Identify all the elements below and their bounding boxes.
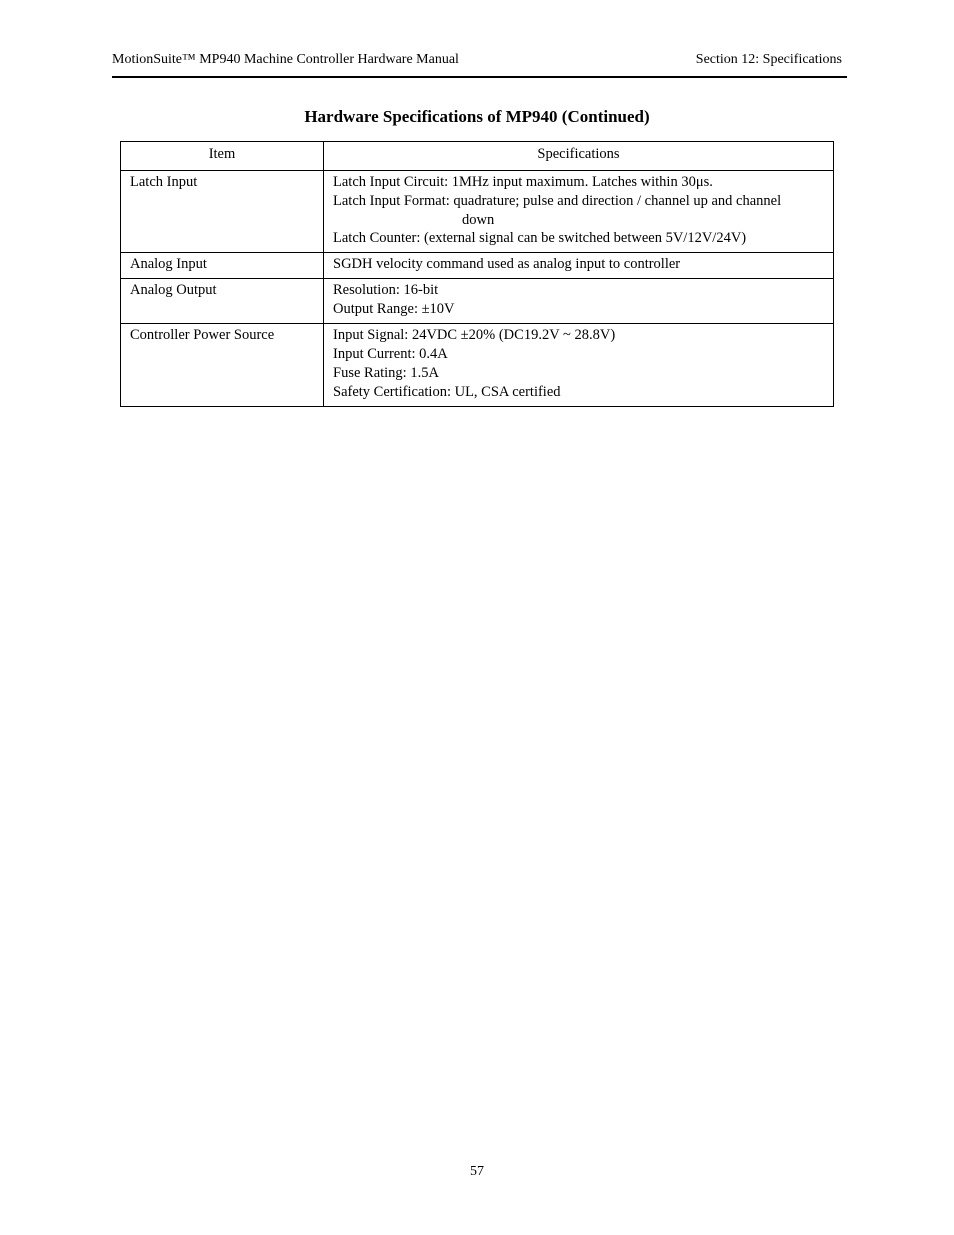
row-item-latch-input: Latch Input — [121, 171, 324, 253]
spec-line: Input Current: 0.4A — [333, 346, 448, 362]
spec-line: Output Range: ±10V — [333, 301, 455, 317]
spec-line: Input Signal: 24VDC ±20% (DC19.2V ~ 28.8V) — [333, 327, 616, 343]
table-header-row — [121, 142, 834, 171]
spec-line: Fuse Rating: 1.5A — [333, 365, 439, 381]
column-header-specifications: Specifications — [324, 142, 834, 171]
page-number: 57 — [470, 1164, 484, 1179]
column-header-item: Item — [121, 142, 324, 171]
manual-title: MotionSuite™ MP940 Machine Controller Hardware Manual — [112, 52, 459, 67]
row-item-analog-input: Analog Input — [121, 253, 324, 279]
page-header — [112, 52, 847, 78]
spec-line: SGDH velocity command used as analog input to controller — [333, 256, 681, 272]
table-row — [121, 279, 834, 324]
table-row — [121, 324, 834, 407]
spec-line: Resolution: 16-bit — [333, 282, 439, 298]
specifications-table — [120, 141, 834, 407]
row-spec-latch-input — [324, 171, 834, 253]
spec-line: Latch Counter: (external signal can be switched between 5V/12V/24V) — [333, 230, 747, 246]
row-spec-analog-output — [324, 279, 834, 324]
row-spec-controller-power-source — [324, 324, 834, 407]
row-item-analog-output: Analog Output — [121, 279, 324, 324]
table-row — [121, 171, 834, 253]
table-row — [121, 253, 834, 279]
spec-line: Safety Certification: UL, CSA certified — [333, 384, 561, 400]
spec-line: Latch Input Circuit: 1MHz input maximum. Latches within 30μs. — [333, 174, 713, 190]
row-item-controller-power-source: Controller Power Source — [121, 324, 324, 407]
row-spec-analog-input — [324, 253, 834, 279]
table-title: Hardware Specifications of MP940 (Continued) — [304, 107, 650, 126]
spec-line: down — [462, 212, 495, 228]
spec-line: Latch Input Format: quadrature; pulse and direction / channel up and channel — [333, 193, 782, 209]
section-title: Section 12: Specifications — [695, 52, 842, 67]
